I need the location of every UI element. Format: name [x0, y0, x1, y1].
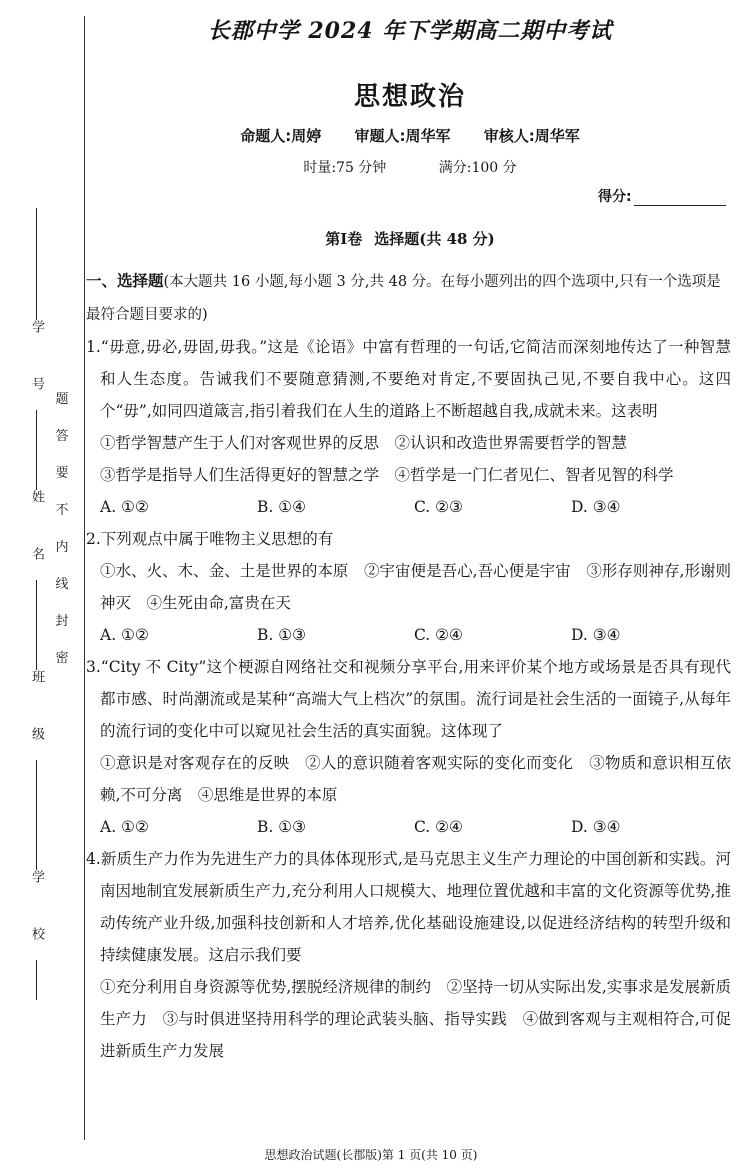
subject-title: 思想政治	[353, 82, 466, 112]
name-field	[26, 420, 46, 610]
choice-a[interactable]: A. ①②	[100, 626, 149, 644]
choice-c[interactable]: C. ②④	[414, 818, 463, 836]
setter: 命题人:周婷	[240, 127, 322, 145]
part-volume: 第Ⅰ卷	[325, 230, 363, 248]
choice-b[interactable]: B. ①④	[257, 498, 307, 516]
seal-char: 封	[55, 614, 69, 629]
score-blank[interactable]	[634, 191, 726, 206]
answer-choices	[86, 619, 731, 651]
exam-info	[100, 157, 720, 177]
part-name: 选择题(共 48 分)	[374, 230, 495, 248]
choice-b[interactable]: B. ①③	[257, 626, 307, 644]
statement-option: ①充分利用自身资源等优势,摆脱经济规律的制约 ②坚持一切从实际出发,实事求是发展新质生产力 ③与时俱进坚持用科学的理论武装头脑、指导实践 ④做到客观与主观相符合,可促进新质生产力发展	[100, 978, 731, 1060]
seal-char: 不	[55, 503, 69, 518]
seal-char: 内	[55, 540, 69, 555]
student-id-label: 学 号	[29, 320, 44, 411]
part-title	[100, 228, 720, 249]
class-label: 班 级	[29, 670, 44, 761]
seal-char: 要	[55, 466, 69, 481]
choice-a[interactable]: A. ①②	[100, 498, 149, 516]
statement-option: ①水、火、木、金、土是世界的本原 ②宇宙便是吾心,吾心便是宇宙 ③形存则神存,形谢则神灭 ④生死由命,富贵在天	[100, 562, 731, 612]
school-label: 学 校	[29, 870, 44, 961]
class-blank-end	[36, 760, 37, 800]
binding-margin	[0, 0, 88, 1173]
question-stem: 3.“City 不 City”这个梗源自网络社交和视频分享平台,用来评价某个地方或场景是否具有现代都市感、时尚潮流或是某种“高端大气上档次”的氛围。流行词是社会生活的一面镜子,从每年的流行词的变化中可以窥见社会生活的真实面貌。这体现了	[86, 658, 731, 740]
student-id-blank	[36, 208, 37, 320]
choice-d[interactable]: D. ③④	[571, 498, 621, 516]
page-footer: 思想政治试题(长郡版)第 1 页(共 10 页)	[264, 1148, 478, 1162]
statement-option: ③哲学是指导人们生活得更好的智慧之学 ④哲学是一门仁者见仁、智者见智的科学	[100, 466, 674, 484]
question-4	[86, 843, 731, 1067]
student-id-field	[26, 208, 46, 450]
author-line	[100, 125, 720, 146]
question-3	[86, 651, 731, 843]
answer-choices	[86, 811, 731, 843]
binding-line	[84, 16, 85, 1140]
seal-char: 答	[55, 429, 69, 444]
reviewer: 审题人:周华军	[354, 127, 451, 145]
choice-c[interactable]: C. ②④	[414, 626, 463, 644]
class-blank	[36, 610, 37, 670]
exam-title: 长郡中学 2024 年下学期高二期中考试	[207, 18, 613, 44]
statement-option: ①哲学智慧产生于人们对客观世界的反思 ②认识和改造世界需要哲学的智慧	[100, 434, 628, 452]
question-1	[86, 331, 731, 523]
score-field	[598, 186, 726, 206]
question-area	[86, 265, 731, 1067]
choice-a[interactable]: A. ①②	[100, 818, 149, 836]
choice-d[interactable]: D. ③④	[571, 626, 621, 644]
school-field	[26, 800, 46, 1000]
question-stem: 2.下列观点中属于唯物主义思想的有	[86, 530, 334, 548]
statement-option: ①意识是对客观存在的反映 ②人的意识随着客观实际的变化而变化 ③物质和意识相互依赖,不可分离 ④思维是世界的本原	[100, 754, 731, 804]
question-2	[86, 523, 731, 651]
choice-c[interactable]: C. ②③	[414, 498, 463, 516]
section-instructions: (本大题共 16 小题,每小题 3 分,共 48 分。在每小题列出的四个选项中,只有一个选项是最符合题目要求的)	[86, 274, 721, 323]
seal-char: 线	[55, 577, 69, 592]
checker: 审核人:周华军	[483, 127, 580, 145]
section-heading	[86, 265, 731, 331]
school-blank-end	[36, 960, 37, 1000]
question-stem: 4.新质生产力作为先进生产力的具体体现形式,是马克思主义生产力理论的中国创新和实践。河南因地制宜发展新质生产力,充分利用人口规模大、地理位置优越和丰富的文化资源等优势,推动传统产业升级,加强科技创新和人才培养,优化基础设施建设,以促进经济结构的转型升级和持续健康发展。这启示我们要	[86, 850, 731, 964]
school-blank	[36, 800, 37, 870]
seal-notice	[52, 392, 72, 688]
time-limit: 时量:75 分钟	[303, 160, 387, 176]
section-title: 一、选择题	[86, 272, 164, 290]
question-stem: 1.“毋意,毋必,毋固,毋我。”这是《论语》中富有哲理的一句话,它简洁而深刻地传达了一种智慧和人生态度。告诫我们不要随意猜测,不要绝对肯定,不要固执己见,不要自我中心。这四个“毋”,如同四道箴言,指引着我们在人生的道路上不断超越自我,成就未来。这表明	[86, 338, 731, 420]
choice-d[interactable]: D. ③④	[571, 818, 621, 836]
full-score: 满分:100 分	[438, 160, 517, 176]
class-field	[26, 610, 46, 800]
answer-choices	[86, 491, 731, 523]
score-label: 得分:	[598, 189, 632, 205]
choice-b[interactable]: B. ①③	[257, 818, 307, 836]
seal-char: 题	[55, 392, 69, 407]
name-blank	[36, 420, 37, 490]
name-label: 姓 名	[29, 490, 44, 581]
seal-char: 密	[55, 651, 69, 666]
name-blank-end	[36, 580, 37, 610]
